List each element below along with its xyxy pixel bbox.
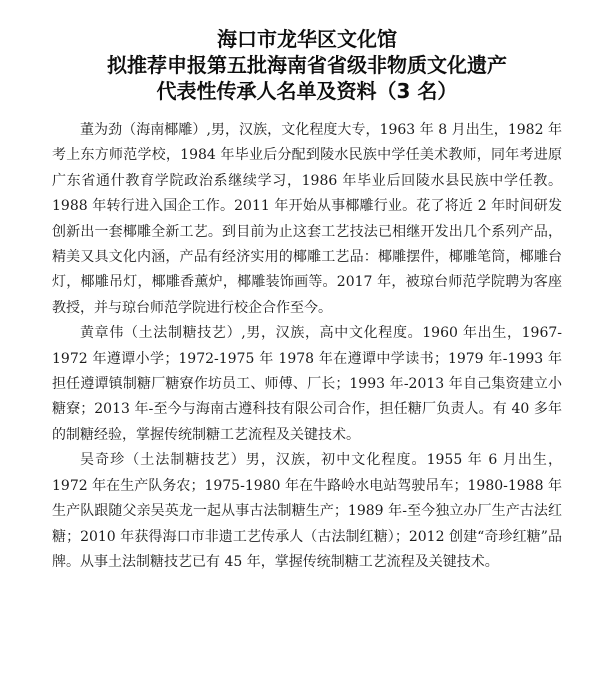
paragraph-dong-weijin: 董为劲（海南椰雕）,男，汉族，文化程度大专，1963 年 8 月出生，1982 年考上东方师范学校，1984 年毕业后分配到陵水民族中学任美术教师，同年考进原广东省通什教育学院政治系继续学习，1986 年毕业后回陵水县民族中学任教。1988 年转行进入国企工作。2011 年开始从事椰雕行业。花了将近 2 年时间研发创新出一套椰雕全新工艺。到目前为止这套工艺技法已相继开发出几个系列产品，精美又具文化内涵，产品有经济实用的椰雕工艺品：椰雕摆件，椰雕笔筒，椰雕台灯，椰雕吊灯，椰雕香薰炉，椰雕装饰画等。2017 年，被琼台师范学院聘为客座教授，并与琼台师范学院进行校企合作至今。 [52,122,562,316]
document-title [52,26,562,104]
title-line-2: 拟推荐申报第五批海南省省级非物质文化遗产 [107,53,507,77]
title-line-1: 海口市龙华区文化馆 [217,27,397,51]
title-line-3: 代表性传承人名单及资料（3 名） [156,79,458,103]
paragraph-huang-zhangwei: 黄章伟（土法制糖技艺）,男，汉族，高中文化程度。1960 年出生，1967-1972 年遵谭小学；1972-1975 年 1978 年在遵谭中学读书；1979 年-1993 年担任遵谭镇制糖厂糖寮作坊员工、师傅、厂长；1993 年-2013 年自己集资建立小糖寮；2013 年-至今与海南古遵科技有限公司合作，担任糖厂负责人。有 40 多年的制糖经验，掌握传统制糖工艺流程及关键技术。 [52,325,562,443]
paragraph-wu-qizhen: 吴奇珍（土法制糖技艺）男，汉族，初中文化程度。1955 年 6 月出生，1972 年在生产队务农；1975-1980 年在牛路岭水电站驾驶吊车；1980-1988 年生产队跟随父亲吴英龙一起从事古法制糖生产；1989 年-至今独立办厂生产古法红糖；2010 年获得海口市非遗工艺传承人（古法制红糖）；2012 创建“奇珍红糖”品牌。从事土法制糖技艺已有 45 年，掌握传统制糖工艺流程及关键技术。 [52,452,562,570]
